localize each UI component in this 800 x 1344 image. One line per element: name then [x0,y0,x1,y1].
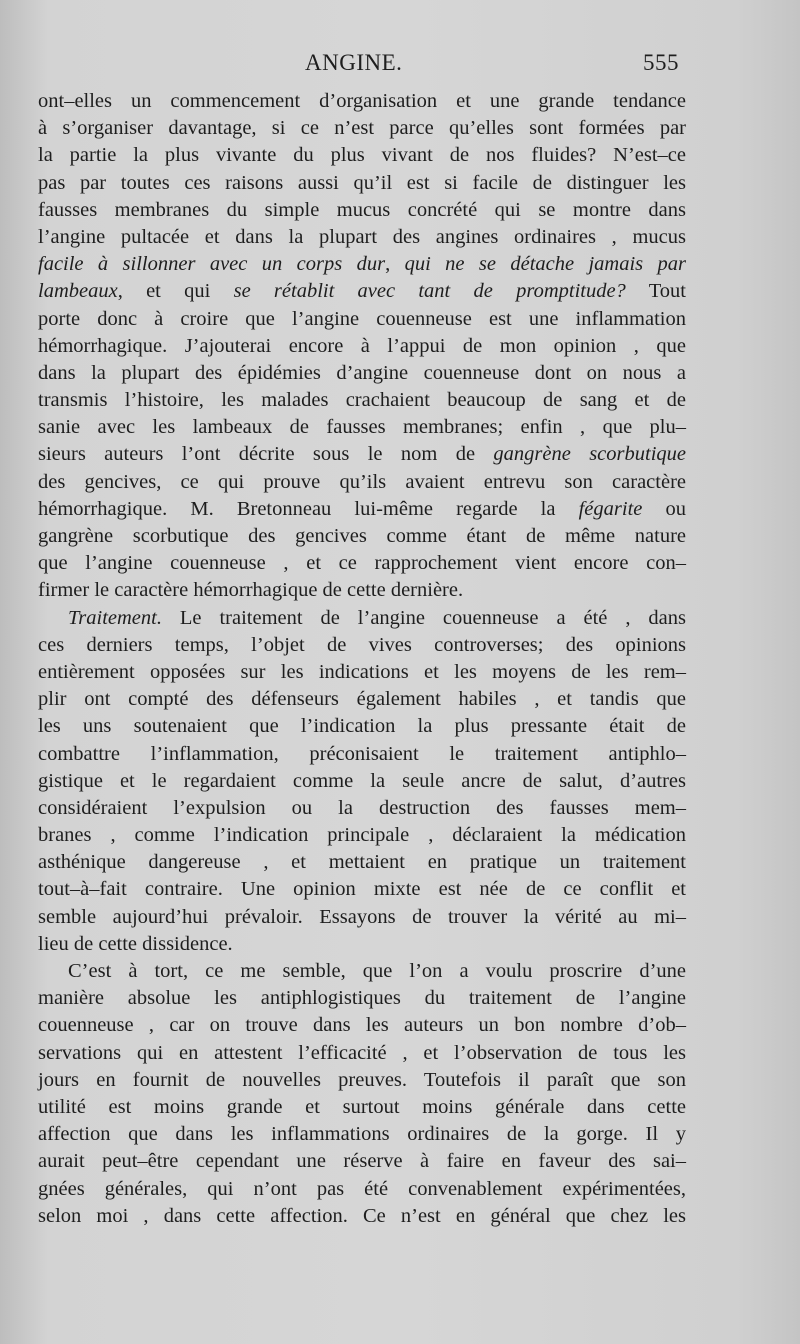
text-segment: ou [642,497,686,520]
text-line [38,333,686,360]
text-line [38,1067,686,1094]
text-line [38,197,686,224]
text-segment: , [385,253,405,276]
text-segment: porte donc à croire que l’angine couenneuse est une inflammation [38,307,686,330]
text-line [38,1203,686,1230]
text-segment: aurait peut–être cependant une réserve à faire en faveur des sai– [38,1150,686,1173]
text-segment: C’est à tort, ce me semble, que l’on a voulu proscrire d’une [68,960,686,982]
text-segment: selon moi , dans cette affection. Ce n’est en général que chez les [38,1204,686,1227]
text-segment: sanie avec les lambeaux de fausses membranes; enfin , que plu– [38,416,686,439]
text-segment: fausses membranes du simple mucus concrété qui se montre dans [38,198,686,221]
text-segment: jours en fournit de nouvelles preuves. Toutefois il paraît que son [38,1068,686,1091]
text-segment: hémorrhagique. J’ajouterai encore à l’appui de mon opinion , que [38,334,686,357]
text-line [38,170,686,197]
text-segment: la partie la plus vivante du plus vivant de nos fluides? N’est–ce [38,144,686,167]
italic-text: se rétablit avec tant de promptitude? [233,280,626,303]
text-line [38,550,686,577]
italic-text: gangrène scorbutique [493,443,686,466]
page-header [0,50,800,84]
text-segment: transmis l’histoire, les malades crachaient beaucoup de sang et de [38,389,686,412]
text-line [38,1012,686,1039]
text-line [38,876,686,903]
text-segment: sieurs auteurs l’ont décrite sous le nom de [38,443,494,466]
text-line [38,931,686,958]
text-line [38,1094,686,1121]
page-number: 555 [643,50,679,75]
text-line [38,523,686,550]
text-line [38,904,686,931]
text-segment: manière absolue les antiphlogistiques du traitement de l’angine [38,987,686,1010]
text-line [38,577,686,604]
text-segment: gangrène scorbutique des gencives comme étant de même nature [38,525,686,547]
text-line [38,496,686,523]
text-line [38,142,686,169]
text-line [38,713,686,740]
text-line [38,441,686,468]
text-segment: asthénique dangereuse , et mettaient en pratique un traitement [38,851,686,874]
text-line [38,958,686,985]
text-line [38,251,686,278]
text-line [38,469,686,496]
text-line [38,360,686,387]
text-segment: pas par toutes ces raisons aussi qu’il est si facile de distinguer les [38,171,686,194]
text-line [38,224,686,251]
text-segment: couenneuse , car on trouve dans les auteurs un bon nombre d’ob– [38,1014,686,1037]
text-line [38,985,686,1012]
text-segment: lieu de cette dissidence. [38,932,233,955]
text-line [38,387,686,414]
text-line [38,659,686,686]
text-segment: les uns soutenaient que l’indication la plus pressante était de [38,715,686,738]
text-segment: branes , comme l’indication principale , déclaraient la médication [38,824,686,847]
text-segment: entièrement opposées sur les indications et les moyens de les rem– [38,660,686,683]
text-line [38,632,686,659]
text-line [38,822,686,849]
body-text [38,88,686,1230]
text-line [38,1040,686,1067]
text-segment: hémorrhagique. M. Bretonneau lui-même regarde la [38,497,579,520]
text-segment: , et qui [117,280,234,303]
text-segment: combattre l’inflammation, préconisaient le traitement antiphlo– [38,742,686,765]
text-line [38,1176,686,1203]
text-segment: dans la plupart des épidémies d’angine couenneuse dont on nous a [38,361,686,384]
text-segment: gnées générales, qui n’ont pas été convenablement expérimentées, [38,1177,686,1200]
text-line [38,795,686,822]
text-line [38,115,686,142]
text-line [38,1121,686,1148]
text-segment: Le traitement de l’angine couenneuse a été , dans [161,606,686,629]
text-line [38,686,686,713]
text-line [38,278,686,305]
text-segment: servations qui en attestent l’efficacité , et l’observation de tous les [38,1041,686,1064]
running-title: ANGINE. [305,50,403,75]
text-segment: firmer le caractère hémorrhagique de cette dernière. [38,579,464,602]
text-segment: Tout [625,280,686,303]
text-segment: considéraient l’expulsion ou la destruction des fausses mem– [38,796,686,819]
italic-text: facile à sillonner avec un corps dur [38,253,386,276]
text-segment: l’angine pultacée et dans la plupart des angines ordinaires , mucus [38,225,686,248]
italic-text: lambeaux [38,280,118,303]
text-segment: plir ont compté des défenseurs également habiles , et tandis que [38,688,686,711]
italic-text: qui ne se détache jamais par [404,253,687,276]
text-segment: utilité est moins grande et surtout moins générale dans cette [38,1095,686,1118]
text-line [38,605,686,632]
text-line [38,1148,686,1175]
text-line [38,768,686,795]
text-line [38,414,686,441]
text-segment: tout–à–fait contraire. Une opinion mixte est née de ce conflit et [38,878,686,901]
text-line [38,741,686,768]
text-line [38,88,686,115]
text-segment: semble aujourd’hui prévaloir. Essayons de trouver la vérité au mi– [38,905,686,928]
text-segment: affection que dans les inflammations ordinaires de la gorge. Il y [38,1123,686,1146]
text-segment: ont–elles un commencement d’organisation et une grande tendance [38,90,686,112]
text-segment: ces derniers temps, l’objet de vives controverses; des opinions [38,633,686,656]
text-segment: à s’organiser davantage, si ce n’est parce qu’elles sont formées par [38,117,686,140]
italic-text: fégarite [578,497,643,520]
text-segment: gistique et le regardaient comme la seule ancre de salut, d’autres [38,769,686,792]
text-line [38,306,686,333]
italic-text: Traitement. [68,606,162,629]
text-segment: des gencives, ce qui prouve qu’ils avaient entrevu son caractère [38,470,686,493]
text-segment: que l’angine couenneuse , et ce rapprochement vient encore con– [38,552,686,575]
text-line [38,849,686,876]
